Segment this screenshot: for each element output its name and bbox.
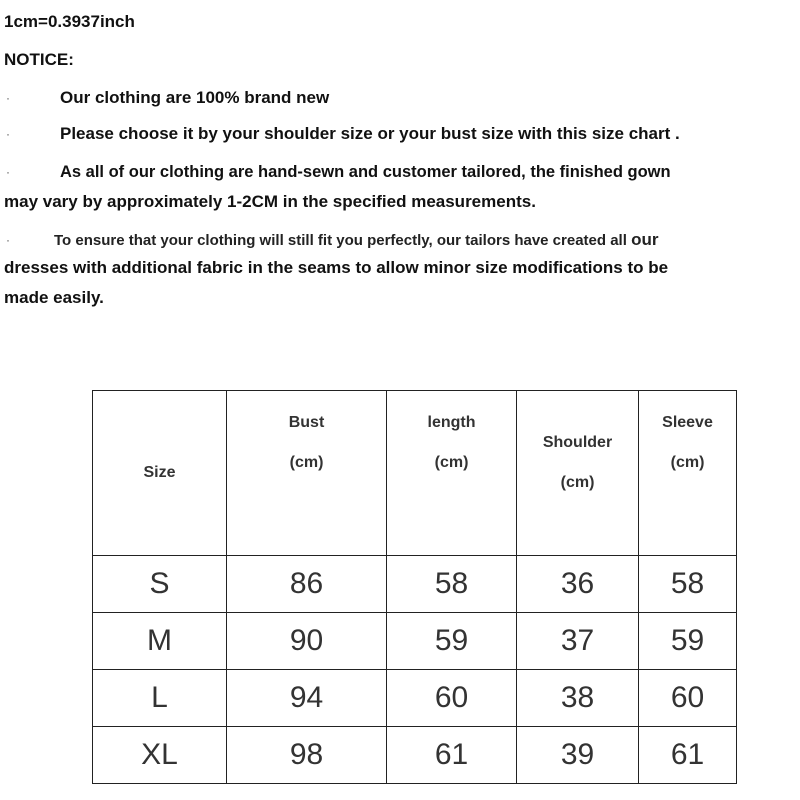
cell-sleeve: 59 — [639, 613, 737, 670]
bullet-4: · — [6, 233, 10, 247]
cell-length: 58 — [387, 556, 517, 613]
cell-sleeve: 58 — [639, 556, 737, 613]
header-bust-unit: (cm) — [289, 454, 324, 471]
table-row — [93, 556, 737, 613]
conversion-note: 1cm=0.3937inch — [4, 12, 135, 31]
notice-line-6: dresses with additional fabric in the seams to allow minor size modifications to be — [4, 258, 669, 277]
header-shoulder — [517, 391, 639, 556]
size-chart-table — [92, 390, 737, 784]
table-row — [93, 670, 737, 727]
cell-length: 60 — [387, 670, 517, 727]
table-header-row — [93, 391, 737, 556]
cell-bust: 94 — [227, 670, 387, 727]
bullet-3: · — [6, 165, 10, 179]
cell-bust: 90 — [227, 613, 387, 670]
cell-shoulder: 36 — [517, 556, 639, 613]
cell-sleeve: 60 — [639, 670, 737, 727]
cell-size: M — [93, 613, 227, 670]
header-size-label: Size — [143, 464, 176, 481]
notice-line-2: Please choose it by your shoulder size or your bust size with this size chart . — [60, 124, 680, 143]
cell-length: 61 — [387, 727, 517, 784]
header-length-label: length — [427, 414, 476, 431]
header-bust-label: Bust — [288, 414, 325, 431]
bullet-2: · — [6, 127, 10, 141]
cell-size: XL — [93, 727, 227, 784]
header-length — [387, 391, 517, 556]
header-size — [93, 391, 227, 556]
cell-size: S — [93, 556, 227, 613]
notice-title: NOTICE: — [4, 50, 74, 69]
notice-line-5-text: To ensure that your clothing will still fit you perfectly, our tailors have created all — [54, 232, 627, 249]
header-shoulder-label: Shoulder — [542, 434, 613, 451]
notice-line-5 — [54, 230, 658, 251]
cell-shoulder: 39 — [517, 727, 639, 784]
header-sleeve-unit: (cm) — [670, 454, 705, 471]
header-sleeve — [639, 391, 737, 556]
bullet-1: · — [6, 91, 10, 105]
table-row — [93, 613, 737, 670]
notice-line-1: Our clothing are 100% brand new — [60, 88, 330, 107]
notice-line-5-emphasis: our — [631, 230, 659, 249]
header-shoulder-unit: (cm) — [560, 474, 595, 491]
table-row — [93, 727, 737, 784]
cell-bust: 98 — [227, 727, 387, 784]
cell-shoulder: 37 — [517, 613, 639, 670]
header-length-unit: (cm) — [434, 454, 469, 471]
cell-size: L — [93, 670, 227, 727]
notice-line-4: may vary by approximately 1-2CM in the specified measurements. — [4, 192, 536, 211]
cell-length: 59 — [387, 613, 517, 670]
notice-line-7: made easily. — [4, 288, 104, 307]
header-sleeve-label: Sleeve — [662, 414, 713, 431]
cell-shoulder: 38 — [517, 670, 639, 727]
notice-line-3: As all of our clothing are hand-sewn and customer tailored, the finished gown — [60, 163, 671, 181]
header-bust — [227, 391, 387, 556]
cell-bust: 86 — [227, 556, 387, 613]
cell-sleeve: 61 — [639, 727, 737, 784]
